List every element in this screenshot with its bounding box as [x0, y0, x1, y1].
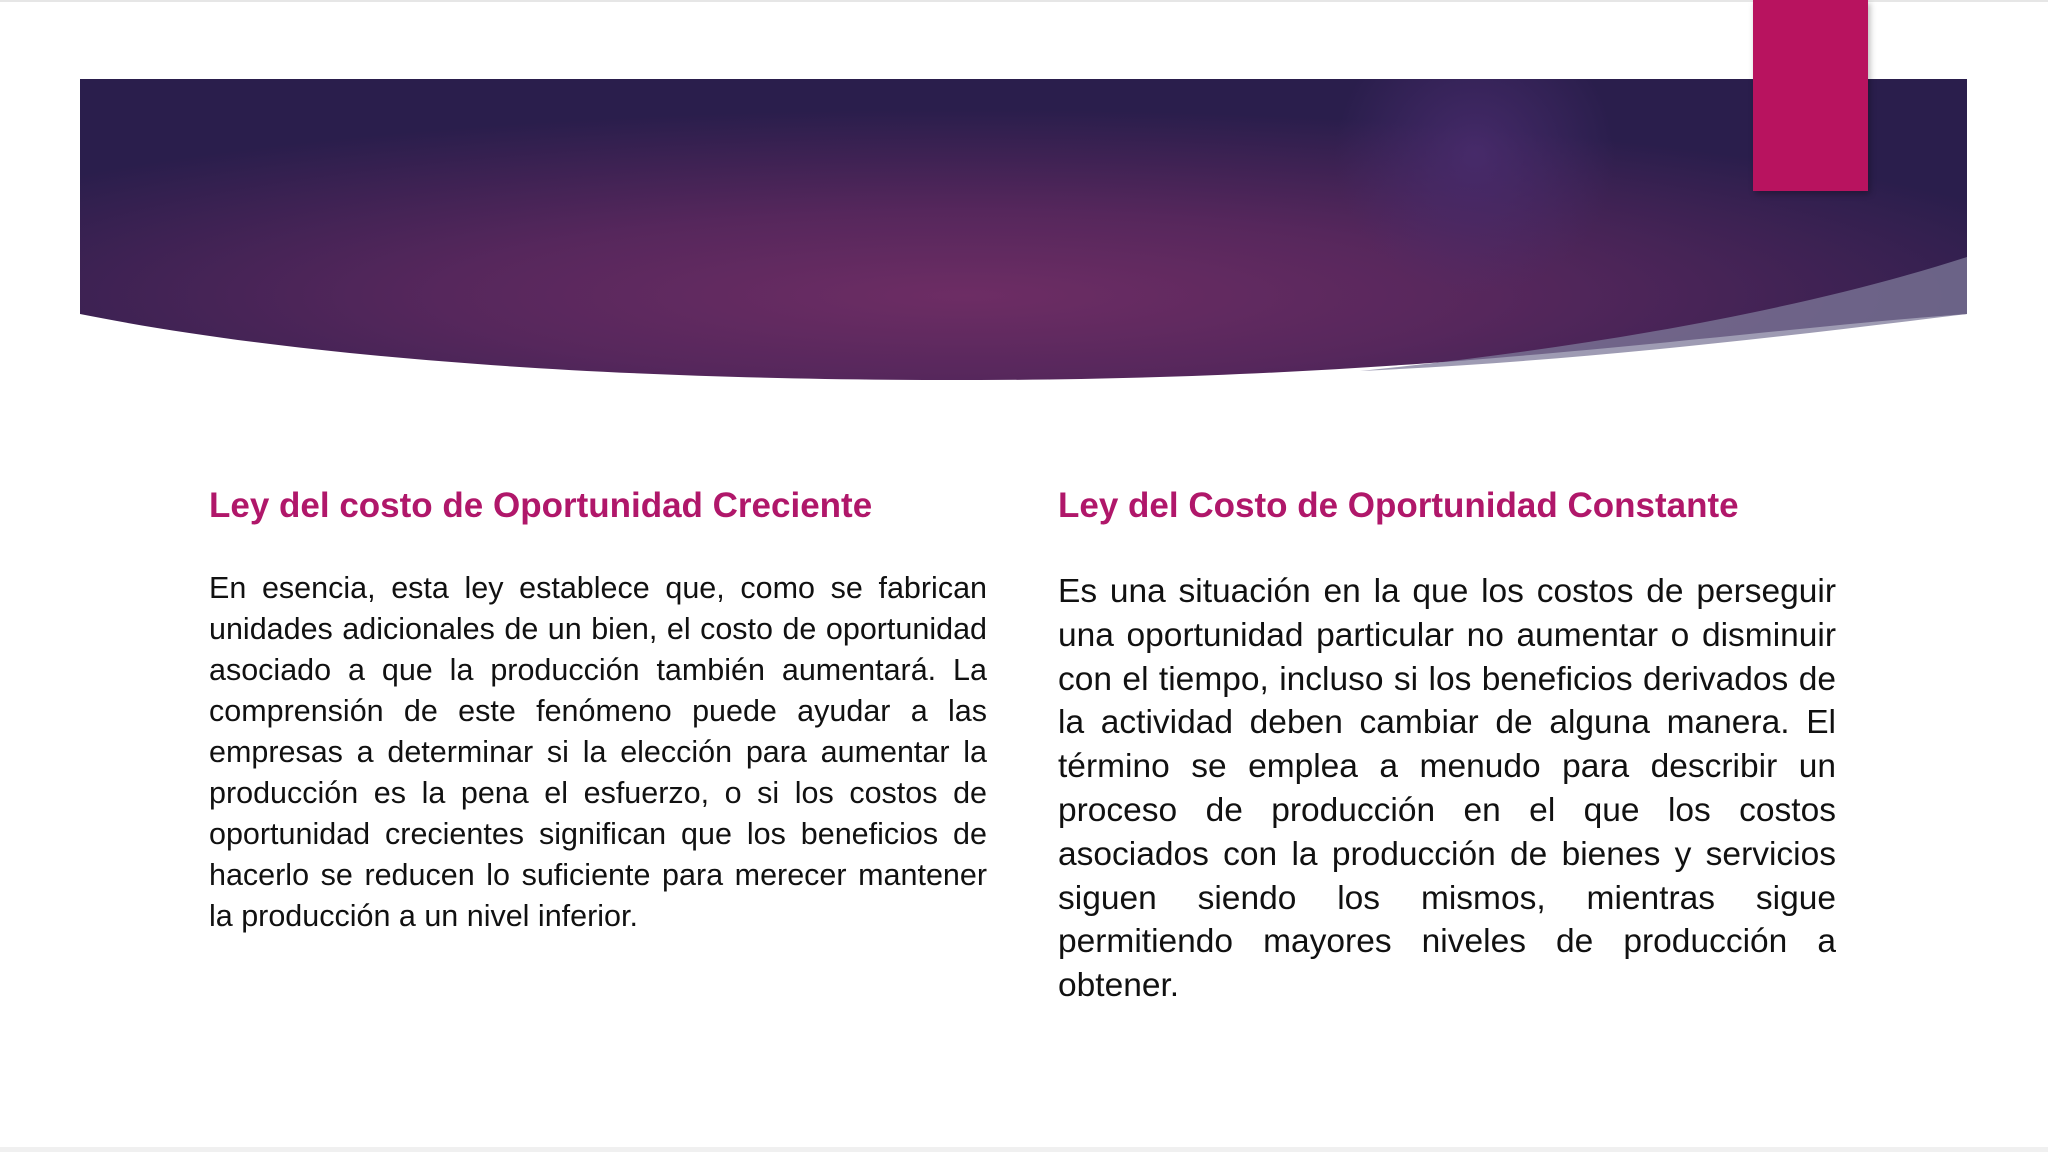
right-body-text: Es una situación en la que los costos de perseguir una oportunidad particular no aumentar o disminuir con el tiempo, incluso si los beneficios derivados de la actividad deben cambiar de alguna manera. El término se emplea a menudo para describir un proceso de producción en el que los costos asociados con la producción de bienes y servicios siguen siendo los mismos, mientras sigue permitiendo mayores niveles de producción a obtener. — [1058, 573, 1836, 1005]
left-body-text: En esencia, esta ley establece que, como se fabrican unidades adicionales de un bien, el costo de oportunidad asociado a que la producción también aumentará. La comprensión de este fenómeno puede ayudar a las empresas a determinar si la elección para aumentar la producción es la pena el esfuerzo, o si los costos de oportunidad crecientes significan que los beneficios de hacerlo se reducen lo suficiente para merecer mantener la producción a un nivel inferior. — [209, 571, 987, 933]
left-column — [209, 480, 987, 937]
right-heading: Ley del Costo de Oportunidad Constante — [1058, 486, 1739, 525]
bottom-divider — [0, 1147, 2048, 1152]
accent-tab — [1753, 0, 1868, 191]
banner-graphic — [80, 79, 1967, 382]
header-banner — [80, 79, 1967, 382]
top-divider — [0, 0, 2048, 2]
left-heading: Ley del costo de Oportunidad Creciente — [209, 486, 873, 525]
right-column — [1058, 480, 1836, 1008]
